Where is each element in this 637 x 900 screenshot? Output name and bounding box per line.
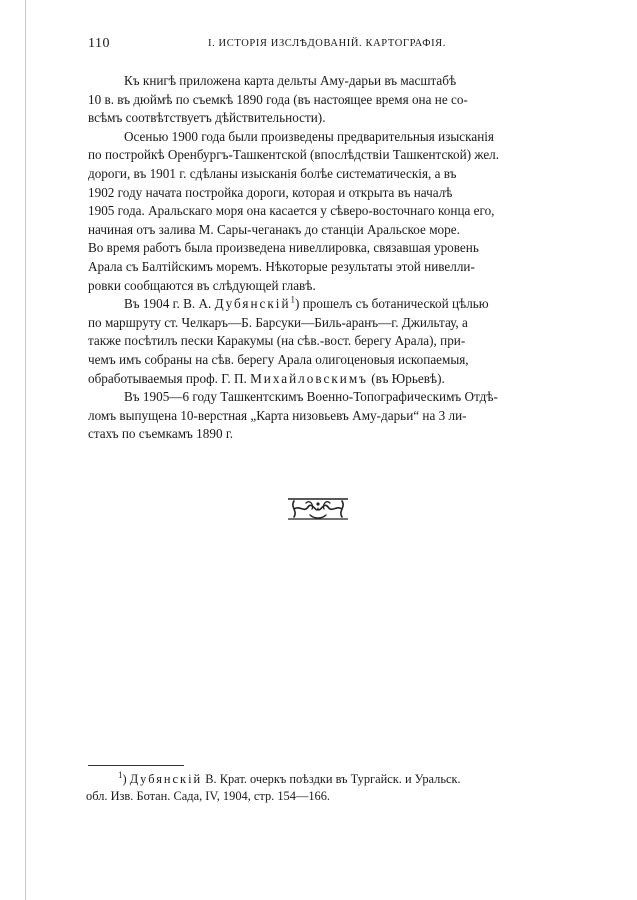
running-head: I. ИСТОРІЯ ИЗСЛѢДОВАНІЙ. КАРТОГРАФІЯ.	[208, 38, 447, 49]
footnote-line: обл. Изв. Ботан. Сада, IV, 1904, стр. 154—166.	[86, 788, 331, 803]
text-line: чемъ имъ собраны на сѣв. берегу Арала олигоценовыя ископаемыя,	[88, 351, 469, 367]
text-line: Арала съ Балтійскимъ моремъ. Нѣкоторые результаты этой нивелли-	[88, 258, 475, 274]
text-line: ломъ выпущена 10-верстная „Карта низовьевъ Аму-дарьи“ на 3 ли-	[88, 407, 467, 423]
decorative-ornament-icon	[286, 495, 350, 523]
text-line: стахъ по съемкамъ 1890 г.	[88, 426, 234, 442]
text-line: Къ книгѣ приложена карта дельты Аму-дарьи въ масштабѣ	[124, 73, 457, 88]
page-header	[88, 36, 556, 58]
author-name: Михайловскимъ	[250, 370, 368, 386]
page-margin-line	[25, 0, 26, 900]
text-fragment: (въ Юрьевѣ).	[371, 370, 445, 386]
body-text	[88, 72, 556, 444]
text-line: начиная отъ залива М. Сары-чеганакъ до станціи Аральское море.	[88, 221, 460, 237]
author-name: Дубянскій	[129, 772, 203, 786]
text-fragment: Въ 1904 г. В. А.	[124, 296, 212, 312]
text-line: Въ 1905—6 году Ташкентскимъ Военно-Топографическимъ Отдѣ-	[124, 389, 498, 405]
author-name: Дубянскій	[214, 296, 291, 312]
text-fragment: ) прошелъ съ ботанической цѣлью	[295, 296, 489, 312]
paragraph-3	[88, 295, 556, 388]
footnote-marker: 1	[118, 769, 123, 780]
paragraph-4	[88, 388, 556, 444]
text-line: Во время работъ была произведена нивеллировка, связавшая уровень	[88, 240, 479, 256]
paragraph-2	[88, 128, 556, 295]
text-line: 1902 году начата постройка дороги, которая и открыта въ началѣ	[88, 184, 453, 200]
text-line: всѣмъ соотвѣтствуетъ дѣйствительности).	[88, 110, 326, 126]
text-line: Осенью 1900 года были произведены предварительныя изысканія	[124, 128, 494, 144]
text-fragment: обработываемыя проф. Г. П.	[88, 370, 247, 386]
text-fragment: В. Крат. очеркъ поѣздки въ Тургайск. и Уральск.	[205, 772, 461, 786]
paragraph-1	[88, 72, 556, 128]
text-line: 1905 года. Аральскаго моря она касается у сѣверо-восточнаго конца его,	[88, 203, 495, 219]
text-line: ровки сообщаются въ слѣдующей главѣ.	[88, 277, 316, 293]
footnote-rule	[88, 765, 184, 766]
footnote	[86, 771, 558, 804]
text-line: дороги, въ 1901 г. сдѣланы изысканія болѣе систематическія, а въ	[88, 165, 457, 181]
footnote-line: $^1$) Дубянскій В. Крат. очеркъ поѣздки въ Тургайск. и Уральск.	[118, 769, 461, 786]
text-line	[88, 370, 556, 389]
text-line: 10 в. въ дюймѣ по съемкѣ 1890 года (въ настоящее время она не со-	[88, 91, 468, 107]
text-line: по маршруту ст. Челкаръ—Б. Барсуки—Биль-аранъ—г. Джильтау, а	[88, 314, 468, 330]
text-line: по постройкѣ Оренбургъ-Ташкентской (впослѣдствіи Ташкентской) жел.	[88, 147, 500, 163]
page-number: 110	[88, 36, 110, 51]
text-line: также посѣтилъ пески Каракумы (на сѣв.-вост. берегу Арала), при-	[88, 333, 466, 349]
footnote-marker: 1	[290, 294, 296, 305]
text-line	[88, 295, 556, 314]
